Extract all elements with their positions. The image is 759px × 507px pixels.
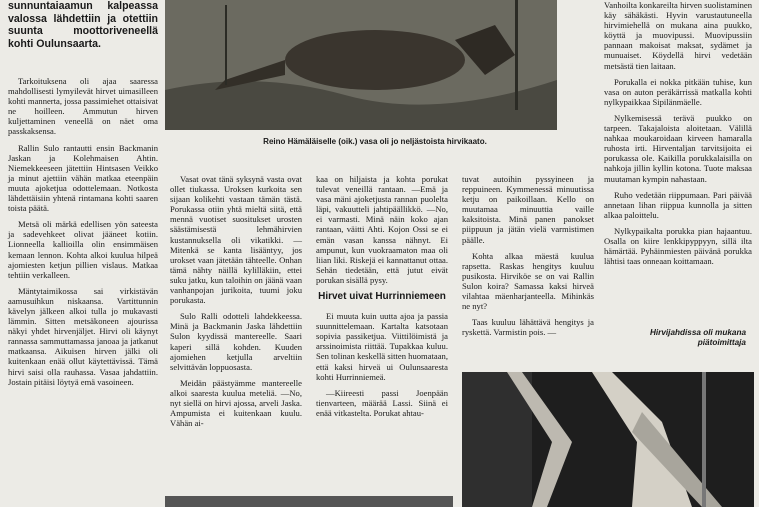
paragraph: tuvat autoihin pyssyineen ja reppuineen. Kymmenessä minuutissa ketju on paikoillaan. Kello on muutamaa minuuttia vaille kaksitoista. Minä panen panokset piippuun ja jätän vielä varmistimen päälle. (462, 174, 594, 245)
paragraph: Nylkypaikalta porukka pian hajaantuu. Osalla on kiire lenkkipyppyyn, sillä ilta hämärtää. Pyhäinmiesten päivänä porukka lähtisi taas onneaan koittamaan. (604, 225, 752, 267)
paragraph: Meidän päästyämme mantereelle alkoi saaresta kuulua meteliä. —No, nyt siellä on hirvi ajossa, arveli Jaska. Ampumista ei kuitenkaan kuulu. Vähän ai- (170, 377, 302, 429)
paragraph: Rallin Sulo rantautti ensin Backmanin Jaskan ja Kolehmaisen Ahtin. Niemekkeeseen jätettiin Hintsasen Veikko ja minut ajettiin vähän matkaa eteenpäin muuta ajoketjua odottelemaan. Notkosta lähdettäisiin yhtenä rintamana kohti saaren toista päätä. (8, 142, 158, 214)
paragraph: Kohta alkaa mäestä kuulua rapsetta. Raskas hengitys kuuluu pusikosta. Hirviköe se on vai Rallin Sulon koira? Samassa kaksi hirveä vilahtaa mäenharjanteella. Mihinkäs ne nyt? (462, 250, 594, 312)
paragraph: Nylkemisessä terävä puukko on tarpeen. Takajaloista aloitetaan. Välillä nahkaa moukaroidaan kirveen hamaralla ruhosta irti. Hirventaljan tarvitsijoita ei porukassa ole. Kaikilla porukkalaisilla on nahkoja jillin kyllin kotona. Tuote maksaa muutaman kympin nahastaan. (604, 112, 752, 184)
paragraph: kaa on hiljaista ja kohta porukat tulevat veneillä rantaan. —Emä ja vasa mäni ajoketjusta rannan puolelta läpi, vakuutteli jahtipäällikkö. —No, ei varmasti. Minä näin koko ajan rantaan, väitti Ahti. Kojon Ossi se ei emän vasan kanssa nähnyt. Ei ampunut, kun vuokraamaton maa oli liian liki. Riskejä ei kannattanut ottaa. Sehän tiedetään, että jutut eivät porukan sisällä pysy. (316, 174, 448, 285)
paragraph: Sulo Ralli odotteli lahdekkeessa. Minä ja Backmanin Jaska lähdettiin Sulon kyydissä mantereelle. Saari kaperi sillä kohden. Kuuden ajomiehen ketjulla arveltiin selvittävän loppuosasta. (170, 311, 302, 372)
paragraph: Porukalla ei nokka pitkään tuhise, kun vasa on auton peräkärrissä matkalla kohti nylkypaikkaa Sipilänmäelle. (604, 76, 752, 107)
paragraph: Vasat ovat tänä syksynä vasta ovat ollet tiukassa. Uroksen kurkoita sen sijaan kolikehti vastaan tämän tästä. Porukassa otiin yhtä mieltä siitä, että mennä vuotiset suositukset urosten säästämisestä lehmähirvien kustannuksella oli vikatikki. — Mitenkä se kanta lisääntyy, jos urokset vaan jätetään tähteelle. Onhan tämä nähty näillä kylilläkiin, ettei suku jatku, kun taloihin on jäänä vaan vanhanpojan jurikoita, tuumi joku porukasta. (170, 174, 302, 306)
moose-calf-photo (165, 0, 557, 130)
article-lead: sunnuntaiaamun kalpeassa valossa lähdettiin ja otettiin suunta moottoriveneellä kohti Oulunsaarta. (8, 0, 158, 50)
moose-calf-image (165, 0, 557, 130)
article-column-5 (604, 0, 752, 272)
paragraph: Ei muuta kuin uutta ajoa ja passia suunnittelemaan. Kartalta katsotaan sopivia passiketjua. Viittilöimistä ja arssinoimista riittää. Tupakkaa kuluu. Sen tolinan keskellä sitten huomataan, että kaksi hirveä ui Oulunsaaresta kohti Hurrinniemeä. (316, 311, 448, 382)
paragraph: Vanhoilta konkareilta hirven suolistaminen käy sähäkästi. Hyvin varustautuneella hirvimiehellä on mukana aina puukko, köyttä ja muovipussi. Muovipussiin pannaan makoisat maksat, sydämet ja munuaiset. Köydellä hirvi vedetään metsästä tien laitaan. (604, 0, 752, 71)
paragraph: Metsä oli märkä edellisen yön sateesta ja sadevehkeet olivat jääneet kotiin. Lionneella kallioilla olin ensimmäisen kemaan lennon. Kohta alkoi kuulua hilpeä ajomiesten ketjun pillien vislaus. Matkaa tehtiin verkalleen. (8, 219, 158, 280)
article-column-1 (8, 76, 158, 393)
hanging-moose-image (462, 372, 754, 507)
hanging-moose-photo (462, 372, 754, 507)
article-column-2 (170, 174, 302, 434)
photo-caption: Reino Hämäläiselle (oik.) vasa oli jo neljästoista hirvikaato. (263, 137, 487, 146)
subheading: Hirvet uivat Hurrinniemeen (318, 291, 446, 303)
paragraph: Mäntytaimikossa sai virkistävän aamusuihkun niskaansa. Vartittunnin kävelyn jälkeen alkoi tulla jo mukavasti lämmin. Sitten metsäkoneen ajourissa näkyi yhdet hirvenjäljet. Hirvi oli käynyt rannassa sammuttamassa janoaa ja jatkanut matkaansa. Aikuisen hirven jälki oli kuitenkaan enää ollut käytettävissä. Tämä hirvi saisi olla rauhassa. Vasaa jahdattiin. Jostain pitäisi löytyä emä vasoineen. (8, 285, 158, 387)
paragraph: Ruho vedetään riippumaan. Pari päivää annetaan lihan riippua kunnolla ja sitten alkaa paloittelu. (604, 189, 752, 220)
paragraph: —Kiireesti passi Joenpään tienvarteen, määrää Lassi. Siinä ei enää vitkastelta. Porukat ahtau- (316, 387, 448, 418)
article-column-3 (316, 174, 448, 424)
paragraph: Tarkoituksena oli ajaa saaressa mahdollisesti lymyilevät hirvet uimasilleen kohti mannerta, jossa passimiehet ottaisivat ne hoilleen. Ammutun hirven kuljettaminen veneellä on näet oma passkaksensa. (8, 76, 158, 137)
paragraph: Taas kuuluu lähättävä hengitys ja ryskettä. Varmistin pois. — (462, 317, 594, 338)
author-signature: Hirvijahdissa oli mukana piätoimittaja (649, 328, 746, 347)
bottom-photo-strip (165, 496, 453, 507)
article-column-4 (462, 174, 594, 343)
